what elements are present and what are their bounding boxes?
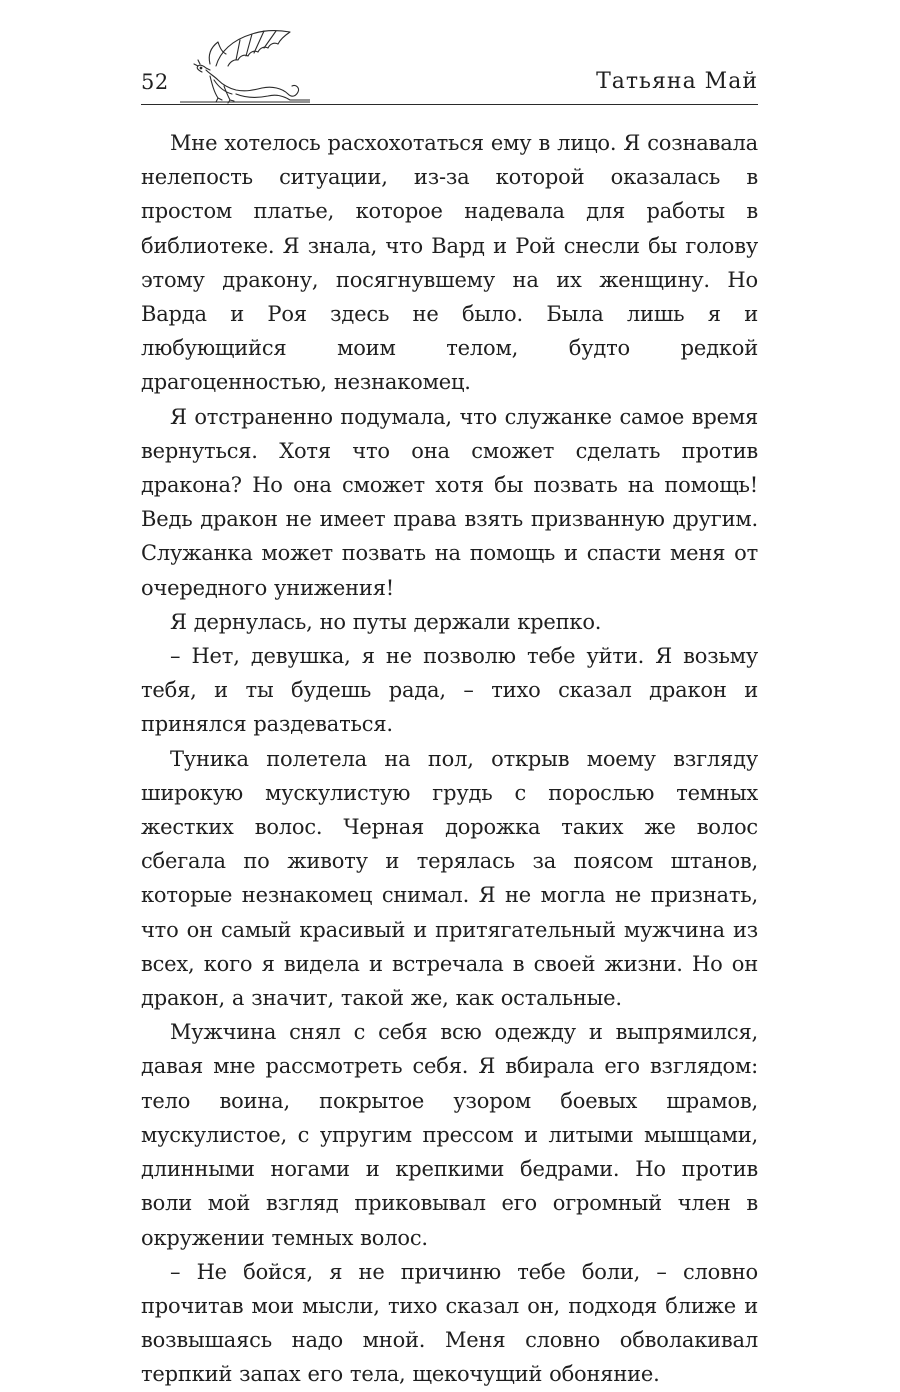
paragraph: Я дернулась, но путы держали крепко. (170, 609, 602, 634)
paragraph: Туника полетела на пол, открыв моему взгляду широкую мускулистую грудь с порослью темных жестких волос. Черная дорожка таких же волос сбегала по животу и терялась за поясом штанов, которые незнакомец снимал. Я не могла не признать, что он самый красивый и притягательный мужчина из всех, кого я видела и встречала в своей жизни. Но он дракон, а значит, такой же, как остальные. (141, 746, 758, 1011)
paragraph: – Не бойся, я не причиню тебе боли, – словно прочитав мои мысли, тихо сказал он, подходя ближе и возвышаясь надо мной. Меня словно обволакивал терпкий запах его тела, щекочущий обоняние. (141, 1259, 758, 1387)
paragraph: – Нет, девушка, я не позволю тебе уйти. Я возьму тебя, и ты будешь рада, – тихо сказал дракон и принялся раздеваться. (141, 644, 758, 737)
paragraph: Мужчина снял с себя всю одежду и выпрямился, давая мне рассмотреть себя. Я вбирала его взглядом: тело воина, покрытое узором боевых шрамов, мускулистое, с упругим прессом и литыми мышцами, длинными ногами и крепкими бедрами. Но против воли мой взгляд приковывал его огромный член в окружении темных волос. (141, 1020, 758, 1250)
page-number: 52 (141, 70, 169, 94)
header-rule (141, 104, 758, 105)
body-text (141, 126, 758, 1392)
dragon-icon (180, 26, 310, 106)
running-head-author: Татьяна Май (596, 69, 758, 94)
paragraph: Я отстраненно подумала, что служанке самое время вернуться. Хотя что она сможет сделать против дракона? Но она сможет хотя бы позвать на помощь! Ведь дракон не имеет права взять призванную другим. Служанка может позвать на помощь и спасти меня от очередного унижения! (141, 404, 758, 600)
paragraph: Мне хотелось расхохотаться ему в лицо. Я сознавала нелепость ситуации, из-за которой оказалась в простом платье, которое надевала для работы в библиотеке. Я знала, что Вард и Рой снесли бы голову этому дракону, посягнувшему на их женщину. Но Варда и Роя здесь не было. Была лишь я и любующийся моим телом, будто редкой драгоценностью, незнакомец. (141, 131, 758, 395)
